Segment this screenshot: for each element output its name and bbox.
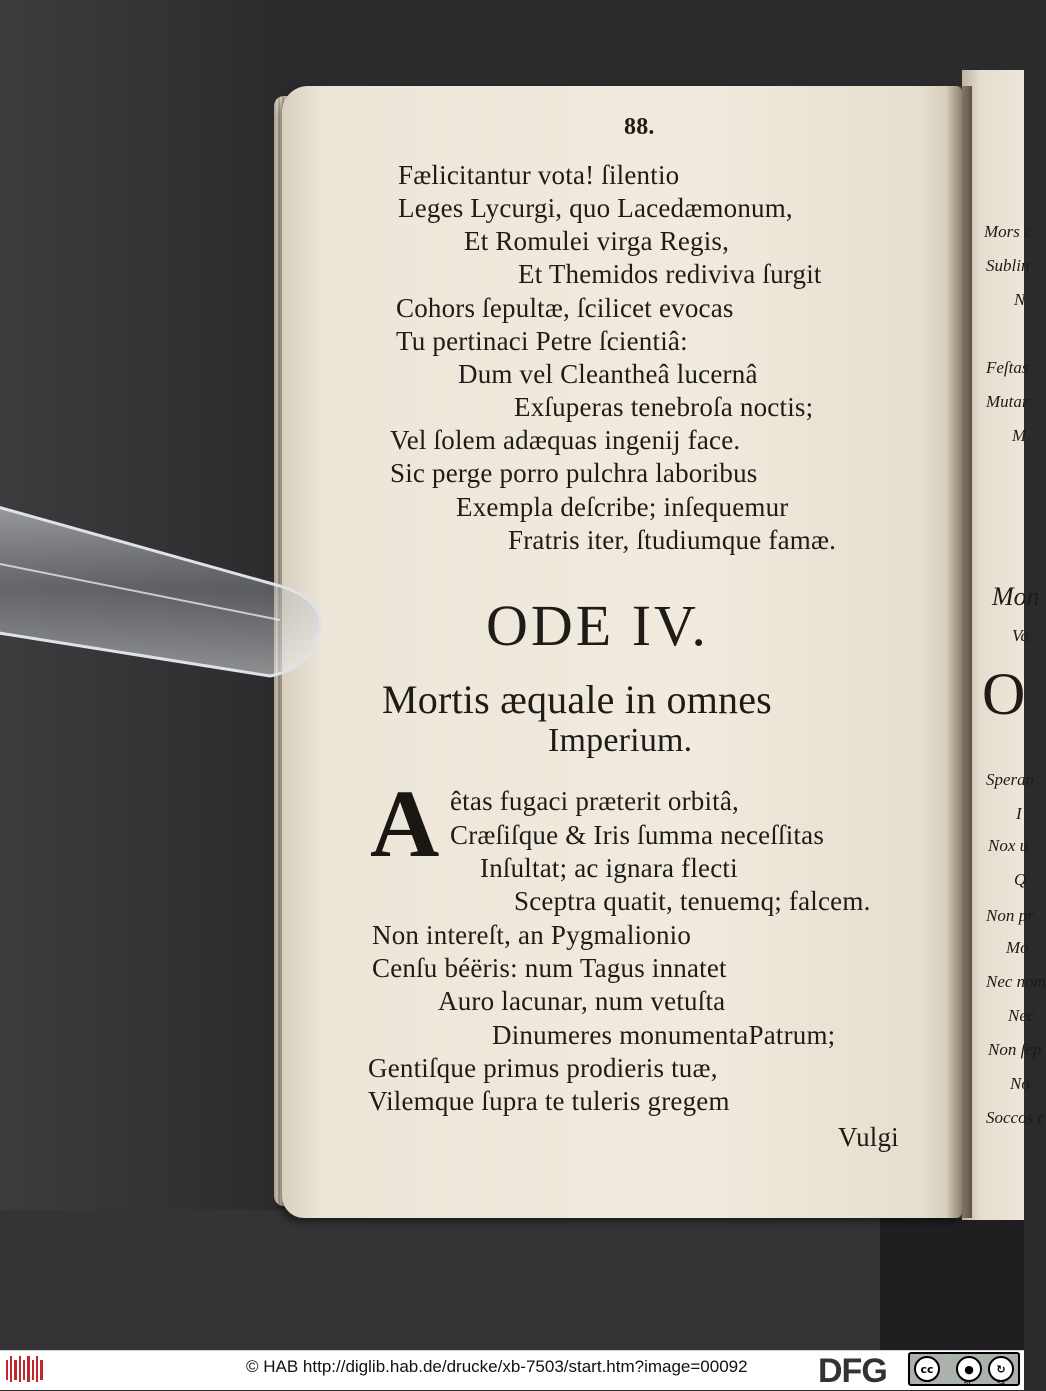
verse-bottom-line: Inſultat; ac ignara flecti <box>480 853 738 883</box>
right-page-fragment-text: Non pr <box>986 906 1034 925</box>
right-page-fragment-text: I <box>1016 804 1022 823</box>
ode-subheading-line2: Imperium. <box>548 722 693 759</box>
verse-top-line: Fælicitantur vota! ſilentio <box>398 160 680 190</box>
right-page-fragment-text: Mors c <box>984 222 1032 241</box>
verse-top-line: Dum vel Cleantheâ lucernâ <box>458 359 758 389</box>
right-page-fragment-text: Soccos c <box>986 1108 1046 1127</box>
right-page-fragment-text: Speran <box>986 770 1035 789</box>
verse-bottom-line: Auro lacunar, num vetuſta <box>438 986 726 1016</box>
right-page-fragment-text: Mo <box>1006 938 1029 957</box>
right-page-fragment-text: Feſtas <box>986 358 1029 377</box>
right-page-fragment-text: Non ſep <box>988 1040 1042 1059</box>
right-page-fragment-text: Nec nom <box>986 972 1046 991</box>
verse-top-line: Tu pertinaci Petre ſcientiâ: <box>396 326 688 356</box>
right-page-fragment-text: Va <box>1012 626 1029 645</box>
verse-bottom-line: Gentiſque primus prodieris tuæ, <box>368 1053 718 1083</box>
verse-bottom-line: Cræſiſque & Iris ſumma neceſſitas <box>450 820 825 850</box>
dfg-logo: DFG <box>818 1352 887 1390</box>
verse-top-line: Et Themidos rediviva ſurgit <box>518 259 822 289</box>
right-page-fragment-text: No <box>1010 1074 1030 1093</box>
catchword: Vulgi <box>838 1122 899 1152</box>
verse-bottom-line: Dinumeres monumentaPatrum; <box>492 1020 836 1050</box>
sa-sharealike-icon: ↻ <box>988 1356 1014 1382</box>
page-number: 88. <box>624 114 655 140</box>
citation-url[interactable]: © HAB http://diglib.hab.de/drucke/xb-7503/start.htm?image=00092 <box>246 1357 748 1376</box>
cc-license-icon: cc <box>914 1356 940 1382</box>
license-label-by: BY <box>964 1380 972 1387</box>
background-bottom <box>0 1210 1024 1350</box>
right-page-fragment-text: N <box>1014 290 1026 309</box>
book-gutter <box>946 86 972 1218</box>
verse-top-line: Vel ſolem adæquas ingenij face. <box>390 425 741 455</box>
right-page-fragment-text: M <box>1012 426 1027 445</box>
verse-top-line: Et Romulei virga Regis, <box>464 226 730 256</box>
ode-subheading-line1: Mortis æquale in omnes <box>382 677 772 722</box>
right-page-fragment-text: Mon <box>992 582 1040 611</box>
ode-heading: ODE IV. <box>486 593 709 658</box>
verse-top-line: Sic perge porro pulchra laboribus <box>390 458 758 488</box>
verse-bottom-line: Vilemque ſupra te tuleris gregem <box>368 1086 730 1116</box>
by-attribution-icon: ● <box>956 1356 982 1382</box>
verse-top-line: Fratris iter, ſtudiumque famæ. <box>508 525 837 555</box>
right-page-fragment-text: O <box>982 661 1026 727</box>
plastic-clip <box>0 500 340 670</box>
right-page-fragment-text: Nox u <box>988 836 1029 855</box>
verse-top-line: Exempla deſcribe; inſequemur <box>456 492 789 522</box>
verse-bottom-line: êtas fugaci præterit orbitâ, <box>450 786 739 816</box>
right-page-fragment-text: Nec <box>1008 1006 1035 1025</box>
drop-cap: A <box>370 770 440 877</box>
right-page-fragment-text: Sublin <box>986 256 1030 275</box>
verse-top-line: Exſuperas tenebroſa noctis; <box>514 392 814 422</box>
verse-top-line: Leges Lycurgi, quo Lacedæmonum, <box>398 193 793 223</box>
right-page-fragment-text: Q <box>1014 870 1027 889</box>
license-label-sa: SA <box>997 1380 1006 1387</box>
cc-license-badge[interactable] <box>908 1352 1020 1386</box>
verse-bottom-line: Cenſu béëris: num Tagus innatet <box>372 953 727 983</box>
barcode-icon <box>6 1354 46 1384</box>
verse-top-line: Cohors ſepultæ, ſcilicet evocas <box>396 293 734 323</box>
verse-bottom-line: Non intereſt, an Pygmalionio <box>372 920 692 950</box>
verse-bottom-line: Sceptra quatit, tenuemq; falcem. <box>514 886 871 916</box>
right-page-fragment-text: Mutar <box>986 392 1029 411</box>
